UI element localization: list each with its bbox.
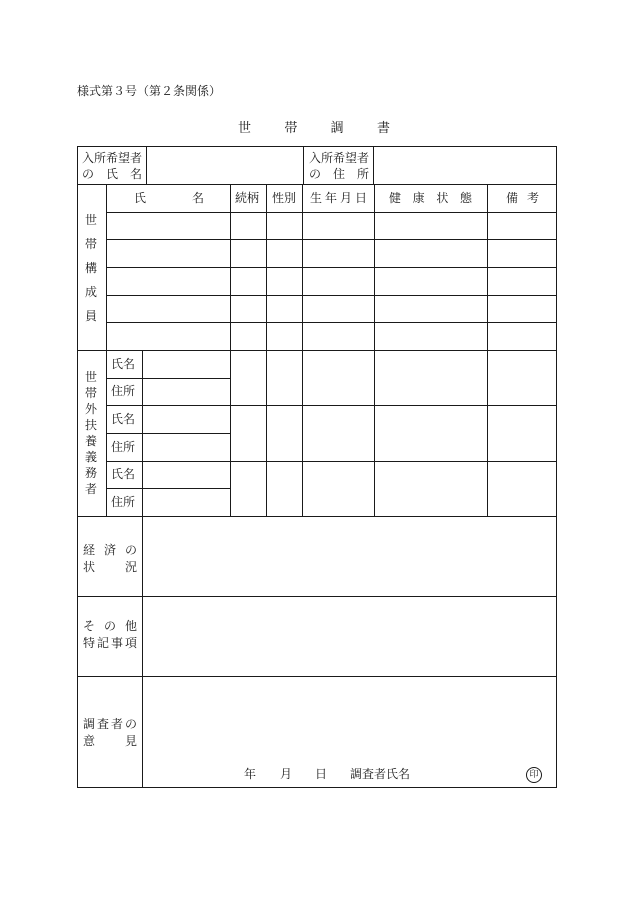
economic-status-label-line2: 状 況 bbox=[83, 560, 137, 574]
investigator-opinion-field[interactable] bbox=[143, 677, 555, 759]
economic-status-field[interactable] bbox=[143, 517, 555, 595]
applicant-address-field[interactable] bbox=[374, 147, 555, 183]
member-row-3[interactable] bbox=[107, 268, 229, 294]
column-header-name: 氏 名 bbox=[134, 191, 204, 205]
applicant-name-label-line2: の 氏 名 bbox=[82, 167, 142, 181]
applicant-name-label-line1: 入所希望者 bbox=[82, 151, 143, 165]
supporter-2-name-label: 氏名 bbox=[111, 412, 136, 426]
signature-day: 日 bbox=[315, 767, 328, 781]
applicant-address-label-line1: 入所希望者 bbox=[309, 151, 370, 165]
applicant-name-field[interactable] bbox=[147, 147, 302, 183]
supporter-2-address-label: 住所 bbox=[111, 440, 136, 454]
applicant-address-label-line2: の 住 所 bbox=[309, 167, 369, 181]
household-members-label: 世 帯 構 成 員 bbox=[84, 213, 97, 323]
signature-year: 年 bbox=[244, 767, 257, 781]
form-title: 世 帯 調 書 bbox=[238, 121, 390, 136]
other-notes-field[interactable] bbox=[143, 597, 555, 675]
member-row-1[interactable] bbox=[107, 213, 229, 238]
member-row-2[interactable] bbox=[107, 240, 229, 266]
column-header-remarks: 備 考 bbox=[506, 191, 539, 205]
supporter-3-name-label: 氏名 bbox=[111, 467, 136, 481]
column-header-relation: 続柄 bbox=[235, 191, 260, 205]
supporter-3-address-label: 住所 bbox=[111, 495, 136, 509]
economic-status-label-line1: 経 済 の bbox=[83, 543, 137, 557]
column-header-health: 健 康 状 態 bbox=[389, 191, 472, 205]
other-notes-label-line2: 特 記 事 項 bbox=[83, 636, 137, 650]
investigator-opinion-label-line1: 調 査 者 の bbox=[83, 717, 137, 731]
investigator-opinion-label-line2: 意 見 bbox=[83, 734, 137, 748]
member-row-5[interactable] bbox=[107, 323, 229, 349]
seal-mark-icon: 印 bbox=[526, 767, 542, 783]
member-row-4[interactable] bbox=[107, 296, 229, 321]
supporter-1-name-label: 氏名 bbox=[111, 357, 136, 371]
supporters-label: 世 帯 外 扶 養 義 務 者 bbox=[84, 370, 97, 496]
column-header-sex: 性別 bbox=[272, 191, 297, 205]
supporter-1-address-label: 住所 bbox=[111, 384, 136, 398]
other-notes-label-line1: そ の 他 bbox=[83, 619, 137, 633]
signature-month: 月 bbox=[280, 767, 293, 781]
investigator-name-label: 調査者氏名 bbox=[350, 767, 411, 781]
form-header: 様式第３号（第２条関係） bbox=[77, 84, 222, 98]
column-header-birthdate: 生 年 月 日 bbox=[310, 191, 367, 205]
